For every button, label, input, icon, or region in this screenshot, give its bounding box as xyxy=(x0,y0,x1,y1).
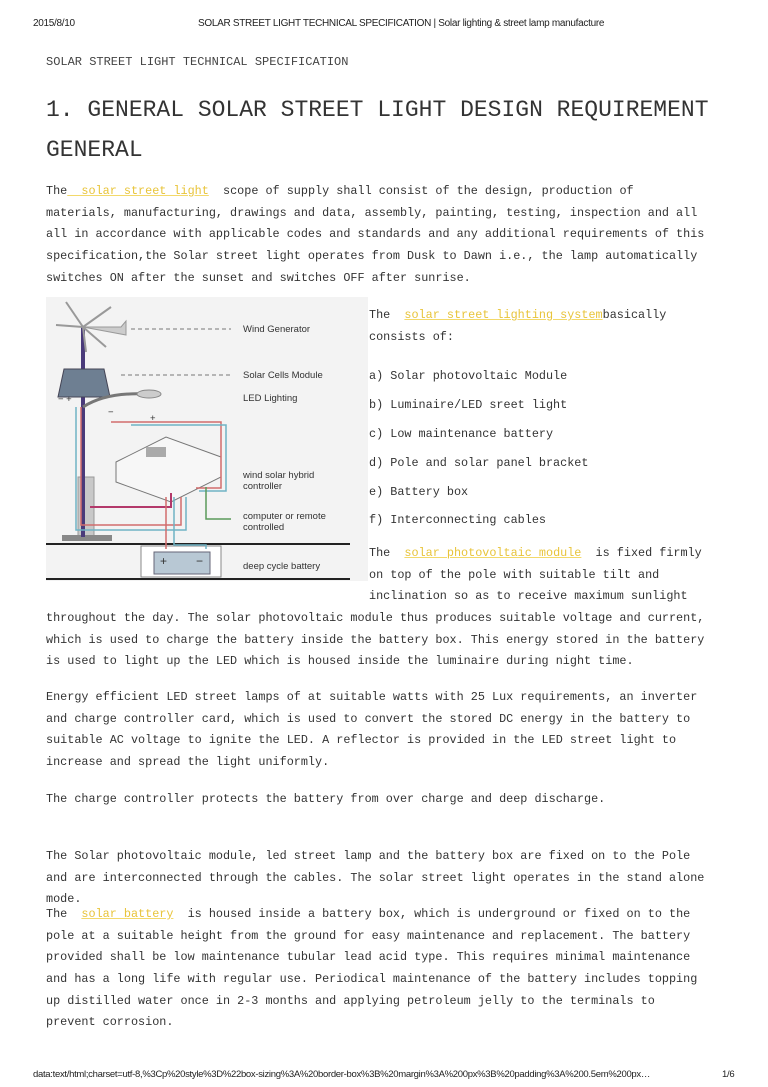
text-line: specification,the Solar street light operates from Dusk to Dawn i.e., the lamp automatically xyxy=(46,249,698,264)
text: is housed inside a battery box, which is underground or fixed on to the xyxy=(173,907,691,921)
paragraph-module xyxy=(46,608,704,673)
text: basically xyxy=(602,308,667,322)
text-line: consists of: xyxy=(369,329,454,344)
text-line: The Solar photovoltaic module, led street lamp and the battery box are fixed on to the Pole xyxy=(46,849,691,863)
text-line: mode. xyxy=(46,892,82,907)
text-line: is used to light up the LED which is housed inside the luminaire during night time. xyxy=(46,654,634,669)
paragraph-scope xyxy=(46,181,704,289)
text-line: increase and spread the light uniformly. xyxy=(46,755,330,770)
label-remote-2: controlled xyxy=(243,522,285,533)
svg-text:−: − xyxy=(196,554,204,568)
label-led-lighting: LED Lighting xyxy=(243,393,298,404)
text: The xyxy=(369,308,405,322)
list-item: f) Interconnecting cables xyxy=(369,513,546,528)
svg-text:− +: − + xyxy=(58,394,72,405)
link-solar-photovoltaic-module[interactable]: solar photovoltaic module xyxy=(404,546,582,560)
document-subtitle: SOLAR STREET LIGHT TECHNICAL SPECIFICATION xyxy=(46,55,349,69)
text-line: which is used to charge the battery inside the battery box. This energy stored in the battery xyxy=(46,632,705,647)
components-list xyxy=(369,362,588,535)
text-line: on top of the pole with suitable tilt and xyxy=(369,567,660,582)
svg-text:+: + xyxy=(160,554,168,568)
link-solar-battery[interactable]: solar battery xyxy=(81,907,174,921)
label-controller: wind solar hybrid xyxy=(243,470,315,481)
text-line: prevent corrosion. xyxy=(46,1015,174,1030)
text: is fixed firmly xyxy=(581,546,702,560)
label-solar-cells-module: Solar Cells Module xyxy=(243,370,323,381)
paragraph-controller xyxy=(46,789,605,811)
list-item: a) Solar photovoltaic Module xyxy=(369,369,568,383)
label-wind-generator: Wind Generator xyxy=(243,324,311,335)
heading-line-1: 1. GENERAL SOLAR STREET LIGHT DESIGN REQUIREMENT xyxy=(46,97,709,123)
text-line: up distilled water once in 2-3 months and applying petroleum jelly to the terminals to xyxy=(46,993,655,1008)
label-battery: deep cycle battery xyxy=(243,561,321,572)
text-line: and are interconnected through the cables. The solar street light operates in the stand alone xyxy=(46,870,705,885)
paragraph-led xyxy=(46,687,697,774)
section-heading xyxy=(46,90,709,170)
text-line: provided shall be low maintenance tubular lead acid type. This requires minimal maintenance xyxy=(46,950,691,965)
text-line: and charge controller card, which is used to convert the stored DC energy in the battery to xyxy=(46,711,691,726)
svg-text:−: − xyxy=(108,407,114,418)
text-line: and has a long life with regular use. Periodical maintenance of the battery includes topping xyxy=(46,972,698,987)
text-line: all in accordance with applicable codes and standards and any additional requirements of this xyxy=(46,227,705,242)
label-controller-2: controller xyxy=(243,481,283,492)
text: The xyxy=(369,546,405,560)
text-line: suitable AC voltage to ignite the LED. A reflector is provided in the LED street light to xyxy=(46,733,677,748)
paragraph-system xyxy=(369,305,666,348)
text: scope of supply shall consist of the design, production of xyxy=(208,184,634,198)
text: The xyxy=(46,184,68,198)
page-number: 1/6 xyxy=(722,1069,735,1080)
text-line: switches ON after the sunset and switches OFF after sunrise. xyxy=(46,270,471,285)
text: The xyxy=(46,907,82,921)
svg-text:+: + xyxy=(150,413,156,424)
print-title: SOLAR STREET LIGHT TECHNICAL SPECIFICATION | Solar lighting & street lamp manufacture xyxy=(198,18,605,29)
link-solar-street-lighting-system[interactable]: solar street lighting system xyxy=(404,308,603,322)
text-line: pole at a suitable height from the ground for easy maintenance and replacement. The battery xyxy=(46,928,691,943)
list-item: e) Battery box xyxy=(369,484,469,499)
text-line: materials, manufacturing, drawings and data, assembly, painting, testing, inspection and all xyxy=(46,205,698,220)
text-line: inclination so as to receive maximum sunlight xyxy=(369,589,688,604)
print-url: data:text/html;charset=utf-8,%3Cp%20style%3D%22box-sizing%3A%20border-box%3B%20margin%3A%200px%3B%20padding%3A%200.5em%200px… xyxy=(33,1069,651,1080)
paragraph-battery xyxy=(46,904,697,1034)
paragraph-module-side xyxy=(369,543,702,608)
text-line: throughout the day. The solar photovoltaic module thus produces suitable voltage and current, xyxy=(46,611,705,625)
link-solar-street-light[interactable]: solar street light xyxy=(67,184,209,198)
print-date: 2015/8/10 xyxy=(33,18,75,29)
list-item: b) Luminaire/LED sreet light xyxy=(369,397,568,412)
paragraph-pole xyxy=(46,846,704,911)
list-item: d) Pole and solar panel bracket xyxy=(369,455,589,470)
solar-street-light-diagram xyxy=(46,297,368,581)
text-line: The charge controller protects the battery from over charge and deep discharge. xyxy=(46,792,606,806)
text-line: Energy efficient LED street lamps of at suitable watts with 25 Lux requirements, an inverter xyxy=(46,690,698,704)
label-remote: computer or remote xyxy=(243,511,326,522)
list-item: c) Low maintenance battery xyxy=(369,426,554,441)
heading-line-2: GENERAL xyxy=(46,137,143,163)
